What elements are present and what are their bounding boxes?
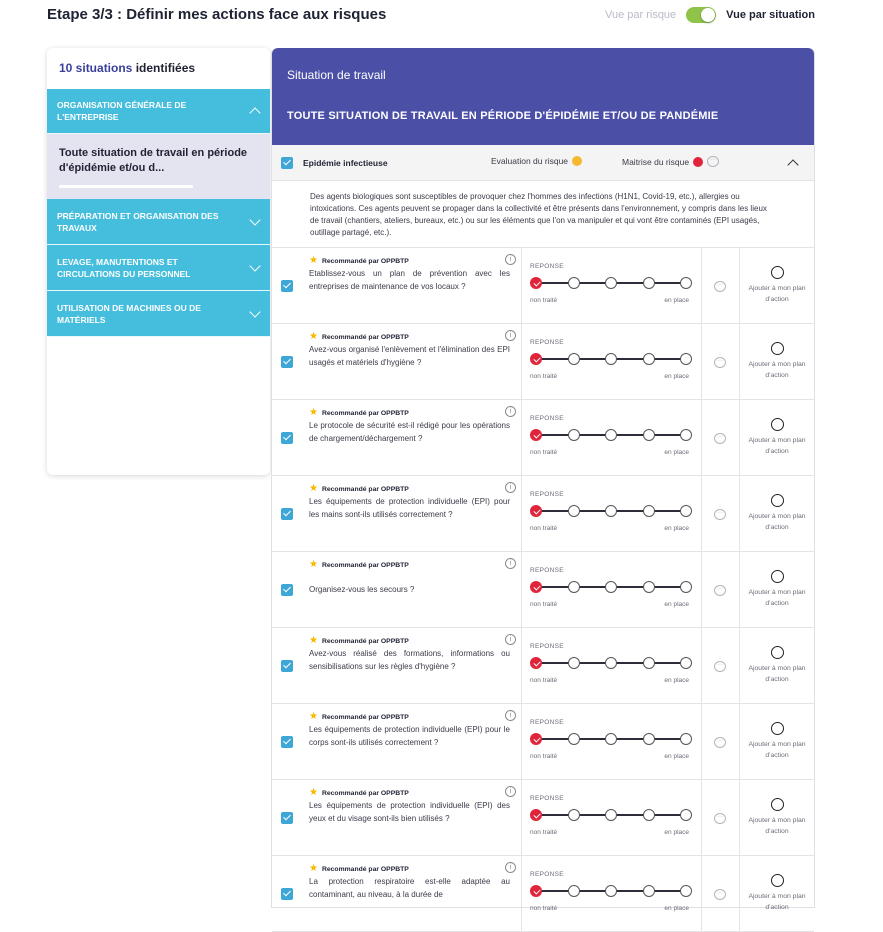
recommended-badge [309,636,409,646]
response-step-2[interactable] [568,885,580,897]
response-slider [522,248,702,323]
response-slider [522,552,702,627]
add-to-plan-radio[interactable] [771,266,784,279]
question-text: Avez-vous organisé l'enlèvement et l'élimination des EPI usagés et matériels d'hygiène ? [309,345,510,367]
response-label: REPONSE [530,491,564,498]
not-treated-label: non traité [530,829,558,836]
info-icon[interactable]: i [505,330,516,341]
info-icon[interactable]: i [505,254,516,265]
category-organisation[interactable] [47,89,270,134]
in-place-label: en place [664,905,689,912]
response-slider [522,324,702,399]
in-place-label: en place [664,373,689,380]
add-to-plan-label: Ajouter à mon plan d'action [748,285,806,303]
view-situation-label[interactable]: Vue par situation [726,9,815,21]
count-suffix: identifiées [132,61,196,75]
recommended-label: Recommandé par OPPBTP [321,485,409,493]
add-to-plan-radio[interactable] [771,798,784,811]
response-step-2[interactable] [568,353,580,365]
star-icon: ★ [309,407,318,418]
question-cell [272,780,522,855]
response-step-3[interactable] [605,505,617,517]
recommended-badge [309,484,409,494]
star-icon: ★ [309,863,318,874]
response-label: REPONSE [530,719,564,726]
response-label: REPONSE [530,795,564,802]
risk-description: Des agents biologiques sont susceptibles de provoquer chez l'hommes des infections (H1N1, Covid-19, etc.), allergies ou intoxications. Ces agents peuvent se propager dans la collectivité et être présents dans l'environnement, y compris dans les lieux de travail (chantiers, ateliers, bureaux, etc.) ou sur les éléments que l'on va manipuler et qui vont être contaminés (EPI usagés, outillage partagé, etc.). [272,181,814,248]
response-step-3[interactable] [605,733,617,745]
category-machines[interactable] [47,291,270,337]
response-step-4[interactable] [643,809,655,821]
evaluation-dot-icon [572,156,582,166]
question-row [272,476,814,552]
response-step-4[interactable] [643,353,655,365]
situation-header [272,48,814,145]
recommended-label: Recommandé par OPPBTP [321,713,409,721]
comment-cell [702,856,740,931]
recommended-badge [309,256,409,266]
question-cell [272,704,522,779]
response-step-1[interactable] [530,809,542,821]
question-cell [272,248,522,323]
action-plan-cell [740,476,814,551]
question-cell [272,628,522,703]
response-step-3[interactable] [605,353,617,365]
add-to-plan-radio[interactable] [771,646,784,659]
question-row [272,324,814,400]
situation-title: TOUTE SITUATION DE TRAVAIL EN PÉRIODE D'ÉPIDÉMIE ET/OU DE PANDÉMIE [287,110,719,122]
action-plan-cell [740,856,814,931]
comment-icon[interactable]: ··· [714,357,726,368]
question-row [272,400,814,476]
response-label: REPONSE [530,415,564,422]
response-step-3[interactable] [605,657,617,669]
info-icon[interactable]: i [505,406,516,417]
info-icon[interactable]: i [505,710,516,721]
recommended-label: Recommandé par OPPBTP [321,257,409,265]
response-step-1[interactable] [530,277,542,289]
star-icon: ★ [309,331,318,342]
action-plan-cell [740,552,814,627]
category-label: ORGANISATION GÉNÉRALE DE L'ENTREPRISE [57,100,187,122]
recommended-badge [309,864,409,874]
add-to-plan-radio[interactable] [771,342,784,355]
chevron-up-icon[interactable] [787,159,798,170]
chevron-down-icon [249,260,260,271]
response-step-2[interactable] [568,429,580,441]
question-checkbox[interactable] [281,280,293,292]
recommended-label: Recommandé par OPPBTP [321,865,409,873]
page-title: Etape 3/3 : Définir mes actions face aux risques [47,6,387,23]
question-text: Etablissez-vous un plan de prévention avec les entreprises de maintenance de vos locaux ? [309,269,510,291]
recommended-badge [309,332,409,342]
chevron-up-icon [249,107,260,118]
not-treated-label: non traité [530,753,558,760]
comment-icon[interactable]: ··· [714,585,726,596]
count-number: 10 situations [59,61,133,75]
question-text: Organisez-vous les secours ? [309,585,415,594]
add-to-plan-radio[interactable] [771,418,784,431]
add-to-plan-label: Ajouter à mon plan d'action [748,665,806,683]
category-label: UTILISATION DE MACHINES OU DE MATÉRIELS [57,302,201,325]
question-checkbox[interactable] [281,812,293,824]
action-plan-cell [740,400,814,475]
risk-row[interactable] [272,145,814,181]
action-plan-cell [740,248,814,323]
star-icon: ★ [309,787,318,798]
response-label: REPONSE [530,871,564,878]
response-step-4[interactable] [643,657,655,669]
comment-icon[interactable]: ··· [714,433,726,444]
add-to-plan-radio[interactable] [771,570,784,583]
question-text: Les équipements de protection individuelle (EPI) pour le corps sont-ils utilisés correctement ? [309,725,510,747]
switch-knob [701,8,715,22]
response-step-2[interactable] [568,277,580,289]
add-to-plan-radio[interactable] [771,722,784,735]
chevron-down-icon [249,214,260,225]
add-to-plan-label: Ajouter à mon plan d'action [748,437,806,455]
recommended-label: Recommandé par OPPBTP [321,789,409,797]
chevron-down-icon [249,306,260,317]
response-slider [522,704,702,779]
situation-panel [271,48,815,912]
add-to-plan-radio[interactable] [771,874,784,887]
response-step-5[interactable] [680,505,692,517]
info-icon[interactable]: i [505,558,516,569]
question-row [272,248,814,324]
response-label: REPONSE [530,263,564,270]
comment-icon[interactable]: ··· [714,889,726,900]
response-slider [522,476,702,551]
situation-item-selected[interactable] [47,134,270,199]
comment-icon[interactable]: ··· [714,813,726,824]
question-text: Le protocole de sécurité est-il rédigé pour les opérations de chargement/déchargement ? [309,421,510,443]
comment-icon[interactable]: ··· [714,281,726,292]
star-icon: ★ [309,255,318,266]
action-plan-cell [740,324,814,399]
star-icon: ★ [309,711,318,722]
comment-icon[interactable]: ··· [714,661,726,672]
response-step-1[interactable] [530,505,542,517]
comment-icon[interactable]: ··· [714,737,726,748]
recommended-label: Recommandé par OPPBTP [321,637,409,645]
comment-cell [702,400,740,475]
star-icon: ★ [309,483,318,494]
action-plan-cell [740,780,814,855]
category-label: PRÉPARATION ET ORGANISATION DES TRAVAUX [57,210,219,233]
question-text: Les équipements de protection individuelle (EPI) des yeux et du visage sont-ils bien utilisés ? [309,801,510,823]
situation-label: Toute situation de travail en période d'épidémie et/ou d... [59,147,248,174]
response-step-5[interactable] [680,581,692,593]
question-checkbox[interactable] [281,584,293,596]
comment-cell [702,324,740,399]
evaluation-label: Evaluation du risque [491,156,569,166]
in-place-label: en place [664,525,689,532]
situations-sidebar [47,48,270,475]
add-to-plan-label: Ajouter à mon plan d'action [748,361,806,379]
response-slider [522,780,702,855]
comment-cell [702,552,740,627]
question-row [272,628,814,704]
response-slider [522,856,702,931]
question-row [272,780,814,856]
category-levage[interactable] [47,245,270,291]
risk-maitrise [622,156,719,167]
response-step-5[interactable] [680,809,692,821]
question-text: La protection respiratoire est-elle adaptée au contaminant, au niveau, à la durée de [309,877,510,899]
question-checkbox[interactable] [281,660,293,672]
not-treated-label: non traité [530,373,558,380]
response-step-3[interactable] [605,885,617,897]
question-checkbox[interactable] [281,888,293,900]
comment-cell [702,476,740,551]
response-step-1[interactable] [530,581,542,593]
add-to-plan-label: Ajouter à mon plan d'action [748,513,806,531]
recommended-badge [309,408,409,418]
response-step-3[interactable] [605,277,617,289]
question-checkbox[interactable] [281,736,293,748]
info-icon[interactable]: i [505,634,516,645]
response-step-3[interactable] [605,429,617,441]
risk-name: Epidémie infectieuse [303,157,388,168]
action-plan-cell [740,704,814,779]
recommended-badge [309,560,409,570]
risk-checkbox[interactable] [281,157,293,169]
question-checkbox[interactable] [281,508,293,520]
view-switch[interactable] [686,7,716,23]
response-step-4[interactable] [643,885,655,897]
response-step-5[interactable] [680,353,692,365]
comment-icon[interactable]: ··· [707,156,719,167]
add-to-plan-label: Ajouter à mon plan d'action [748,741,806,759]
maitrise-dot-icon [693,157,703,167]
maitrise-label: Maitrise du risque [622,156,690,167]
category-preparation[interactable] [47,199,270,245]
not-treated-label: non traité [530,677,558,684]
question-text: Avez-vous réalisé des formations, informations ou sensibilisations sur les règles d'hygiène ? [309,649,510,671]
response-step-1[interactable] [530,353,542,365]
question-cell [272,400,522,475]
add-to-plan-label: Ajouter à mon plan d'action [748,893,806,911]
info-icon[interactable]: i [505,862,516,873]
recommended-label: Recommandé par OPPBTP [321,561,409,569]
recommended-label: Recommandé par OPPBTP [321,409,409,417]
response-step-5[interactable] [680,277,692,289]
question-cell [272,856,522,931]
recommended-badge [309,788,409,798]
response-step-2[interactable] [568,809,580,821]
question-cell [272,552,522,627]
in-place-label: en place [664,829,689,836]
in-place-label: en place [664,677,689,684]
comment-cell [702,780,740,855]
info-icon[interactable]: i [505,786,516,797]
not-treated-label: non traité [530,601,558,608]
response-step-5[interactable] [680,733,692,745]
star-icon: ★ [309,559,318,570]
in-place-label: en place [664,297,689,304]
question-checkbox[interactable] [281,356,293,368]
questions-list [272,248,814,932]
situation-subtitle: Situation de travail [287,68,386,82]
response-step-5[interactable] [680,429,692,441]
category-label: LEVAGE, MANUTENTIONS ET CIRCULATIONS DU PERSONNEL [57,256,191,279]
response-step-3[interactable] [605,809,617,821]
response-step-1[interactable] [530,885,542,897]
add-to-plan-label: Ajouter à mon plan d'action [748,589,806,607]
response-step-2[interactable] [568,581,580,593]
in-place-label: en place [664,449,689,456]
not-treated-label: non traité [530,905,558,912]
risk-evaluation [491,156,582,166]
response-step-2[interactable] [568,657,580,669]
star-icon: ★ [309,635,318,646]
response-label: REPONSE [530,339,564,346]
question-text: Les équipements de protection individuelle (EPI) pour les mains sont-ils utilisés correctement ? [309,497,510,519]
add-to-plan-radio[interactable] [771,494,784,507]
response-step-4[interactable] [643,277,655,289]
action-plan-cell [740,628,814,703]
response-step-2[interactable] [568,505,580,517]
view-risk-label[interactable]: Vue par risque [605,9,677,21]
info-icon[interactable]: i [505,482,516,493]
in-place-label: en place [664,601,689,608]
in-place-label: en place [664,753,689,760]
recommended-badge [309,712,409,722]
question-row [272,856,814,932]
response-step-4[interactable] [643,733,655,745]
comment-cell [702,248,740,323]
response-slider [522,628,702,703]
question-row [272,704,814,780]
response-step-5[interactable] [680,657,692,669]
not-treated-label: non traité [530,449,558,456]
comment-cell [702,628,740,703]
response-label: REPONSE [530,643,564,650]
response-step-3[interactable] [605,581,617,593]
add-to-plan-label: Ajouter à mon plan d'action [748,817,806,835]
response-label: REPONSE [530,567,564,574]
not-treated-label: non traité [530,525,558,532]
progress-bar [59,185,193,188]
response-step-4[interactable] [643,581,655,593]
response-step-5[interactable] [680,885,692,897]
comment-icon[interactable]: ··· [714,509,726,520]
response-step-4[interactable] [643,429,655,441]
response-step-1[interactable] [530,733,542,745]
response-slider [522,400,702,475]
response-step-1[interactable] [530,429,542,441]
not-treated-label: non traité [530,297,558,304]
response-step-2[interactable] [568,733,580,745]
view-toggle [605,7,815,23]
comment-cell [702,704,740,779]
situations-count [47,48,270,89]
response-step-1[interactable] [530,657,542,669]
question-cell [272,324,522,399]
recommended-label: Recommandé par OPPBTP [321,333,409,341]
question-checkbox[interactable] [281,432,293,444]
question-row [272,552,814,628]
question-cell [272,476,522,551]
response-step-4[interactable] [643,505,655,517]
